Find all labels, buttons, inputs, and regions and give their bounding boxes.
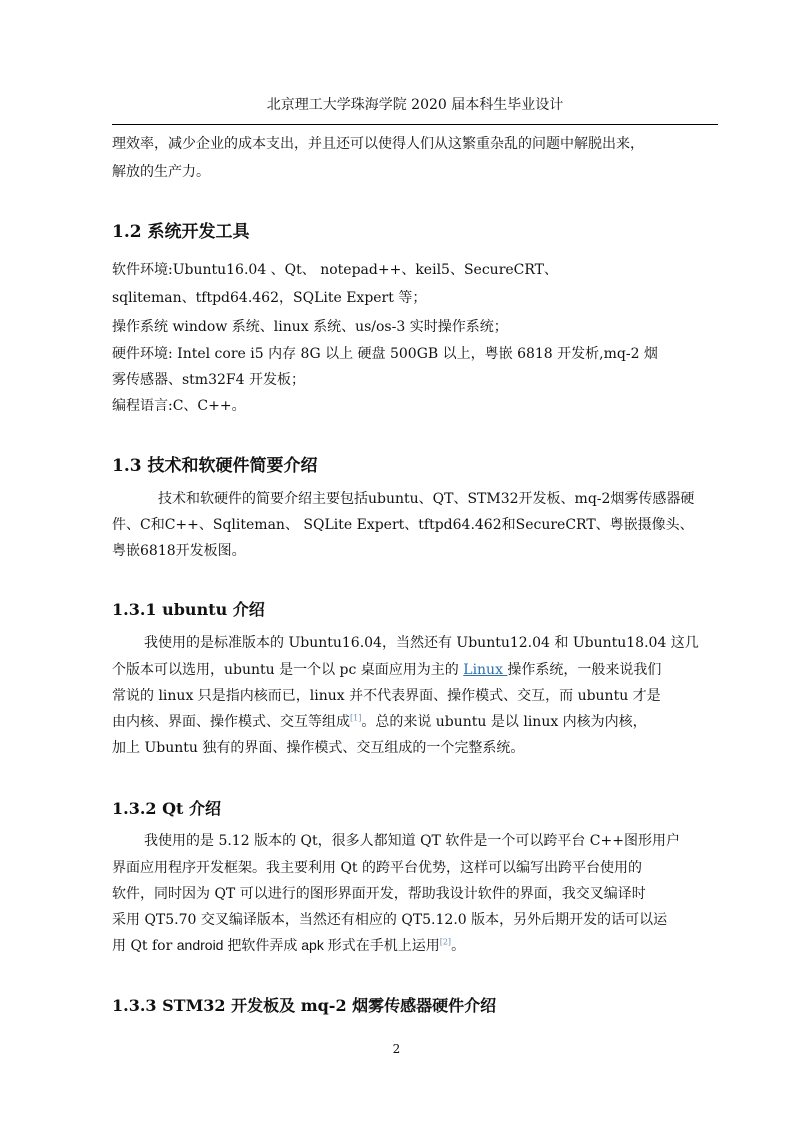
ubuntu-line-4-text-a: 由内核、界面、操作模式、交互等组成 bbox=[112, 714, 350, 730]
linux-link[interactable]: Linux bbox=[463, 662, 508, 678]
page-header: 北京理工大学珠海学院 2020 届本科生毕业设计 bbox=[266, 97, 564, 113]
tools-line-6: 编程语言:C、C++。 bbox=[112, 398, 246, 414]
qt-line-5-text-c: 。 bbox=[451, 938, 466, 954]
ubuntu-line-4 bbox=[112, 711, 718, 731]
tools-line-1: 软件环境:Ubuntu16.04 、Qt、 notepad++、keil5、SecureCRT、 bbox=[112, 262, 559, 278]
overview-line-1: 技术和软硬件的简要介绍主要包括ubuntu、QT、STM32开发板、mq-2烟雾传感器硬 bbox=[158, 491, 695, 507]
qt-line-4: 采用 QT5.70 交叉编译版本，当然还有相应的 QT5.12.0 版本，另外后期开发的话可以运 bbox=[112, 912, 668, 928]
overview-line-3: 粤嵌6818开发板图。 bbox=[112, 543, 246, 559]
section-heading-1-3-1: 1.3.1 ubuntu 介绍 bbox=[112, 600, 265, 619]
tools-line-2: sqliteman、tftpd64.462，SQLite Expert 等； bbox=[112, 290, 427, 306]
page-number: 2 bbox=[392, 1042, 401, 1056]
section-heading-1-2: 1.2 系统开发工具 bbox=[112, 222, 250, 242]
intro-line-1: 理效率，减少企业的成本支出，并且还可以使得人们从这繁重杂乱的问题中解脱出来， bbox=[112, 136, 644, 152]
tools-line-4: 硬件环境: Intel core i5 内存 8G 以上 硬盘 500GB 以上，粤嵌 6818 开发析,mq-2 烟 bbox=[112, 346, 658, 362]
citation-ref-1[interactable]: [1] bbox=[350, 713, 362, 723]
tools-line-5: 雾传感器、stm32F4 开发板； bbox=[112, 372, 305, 388]
ubuntu-line-4-text-b: 。总的来说 ubuntu 是以 linux 内核为内核， bbox=[361, 714, 647, 730]
overview-line-2: 件、C和C++、Sqliteman、 SQLite Expert、tftpd64.462和SecureCRT、粤嵌摄像头、 bbox=[112, 517, 694, 533]
qt-line-3: 软件，同时因为 QT 可以进行的图形界面开发，帮助我设计软件的界面，我交叉编译时 bbox=[112, 886, 646, 902]
ubuntu-line-1: 我使用的是标准版本的 Ubuntu16.04，当然还有 Ubuntu12.04 和 Ubuntu18.04 这几 bbox=[144, 635, 699, 651]
section-heading-1-3: 1.3 技术和软硬件简要介绍 bbox=[112, 456, 318, 476]
tools-line-3: 操作系统 window 系统、linux 系统、us/os-3 实时操作系统； bbox=[112, 319, 508, 335]
qt-line-1: 我使用的是 5.12 版本的 Qt，很多人都知道 QT 软件是一个可以跨平台 C++图形用户 bbox=[144, 833, 680, 849]
qt-line-5-text-a: 用 Qt for bbox=[112, 938, 177, 954]
qt-line-2: 界面应用程序开发框架。我主要利用 Qt 的跨平台优势，这样可以编写出跨平台使用的 bbox=[112, 860, 643, 876]
citation-ref-2[interactable]: [2] bbox=[439, 937, 452, 947]
section-heading-1-3-2: 1.3.2 Qt 介绍 bbox=[112, 799, 222, 818]
qt-line-5 bbox=[112, 935, 718, 955]
qt-line-5-text-b: android 把软件弄成 apk 形式在手机上运用 bbox=[176, 937, 440, 953]
intro-line-2: 解放的生产力。 bbox=[112, 164, 210, 180]
header-divider bbox=[112, 124, 718, 125]
ubuntu-line-2-text-b: 操作系统，一般来说我们 bbox=[507, 662, 662, 678]
ubuntu-line-3: 常说的 linux 只是指内核而已，linux 并不代表界面、操作模式、交互，而 ubuntu 才是 bbox=[112, 688, 661, 704]
ubuntu-line-5: 加上 Ubuntu 独有的界面、操作模式、交互组成的一个完整系统。 bbox=[112, 740, 525, 756]
ubuntu-line-2 bbox=[112, 659, 718, 679]
ubuntu-line-2-text-a: 个版本可以选用，ubuntu 是一个以 pc 桌面应用为主的 bbox=[112, 662, 464, 678]
section-heading-1-3-3: 1.3.3 STM32 开发板及 mq-2 烟雾传感器硬件介绍 bbox=[112, 996, 497, 1015]
